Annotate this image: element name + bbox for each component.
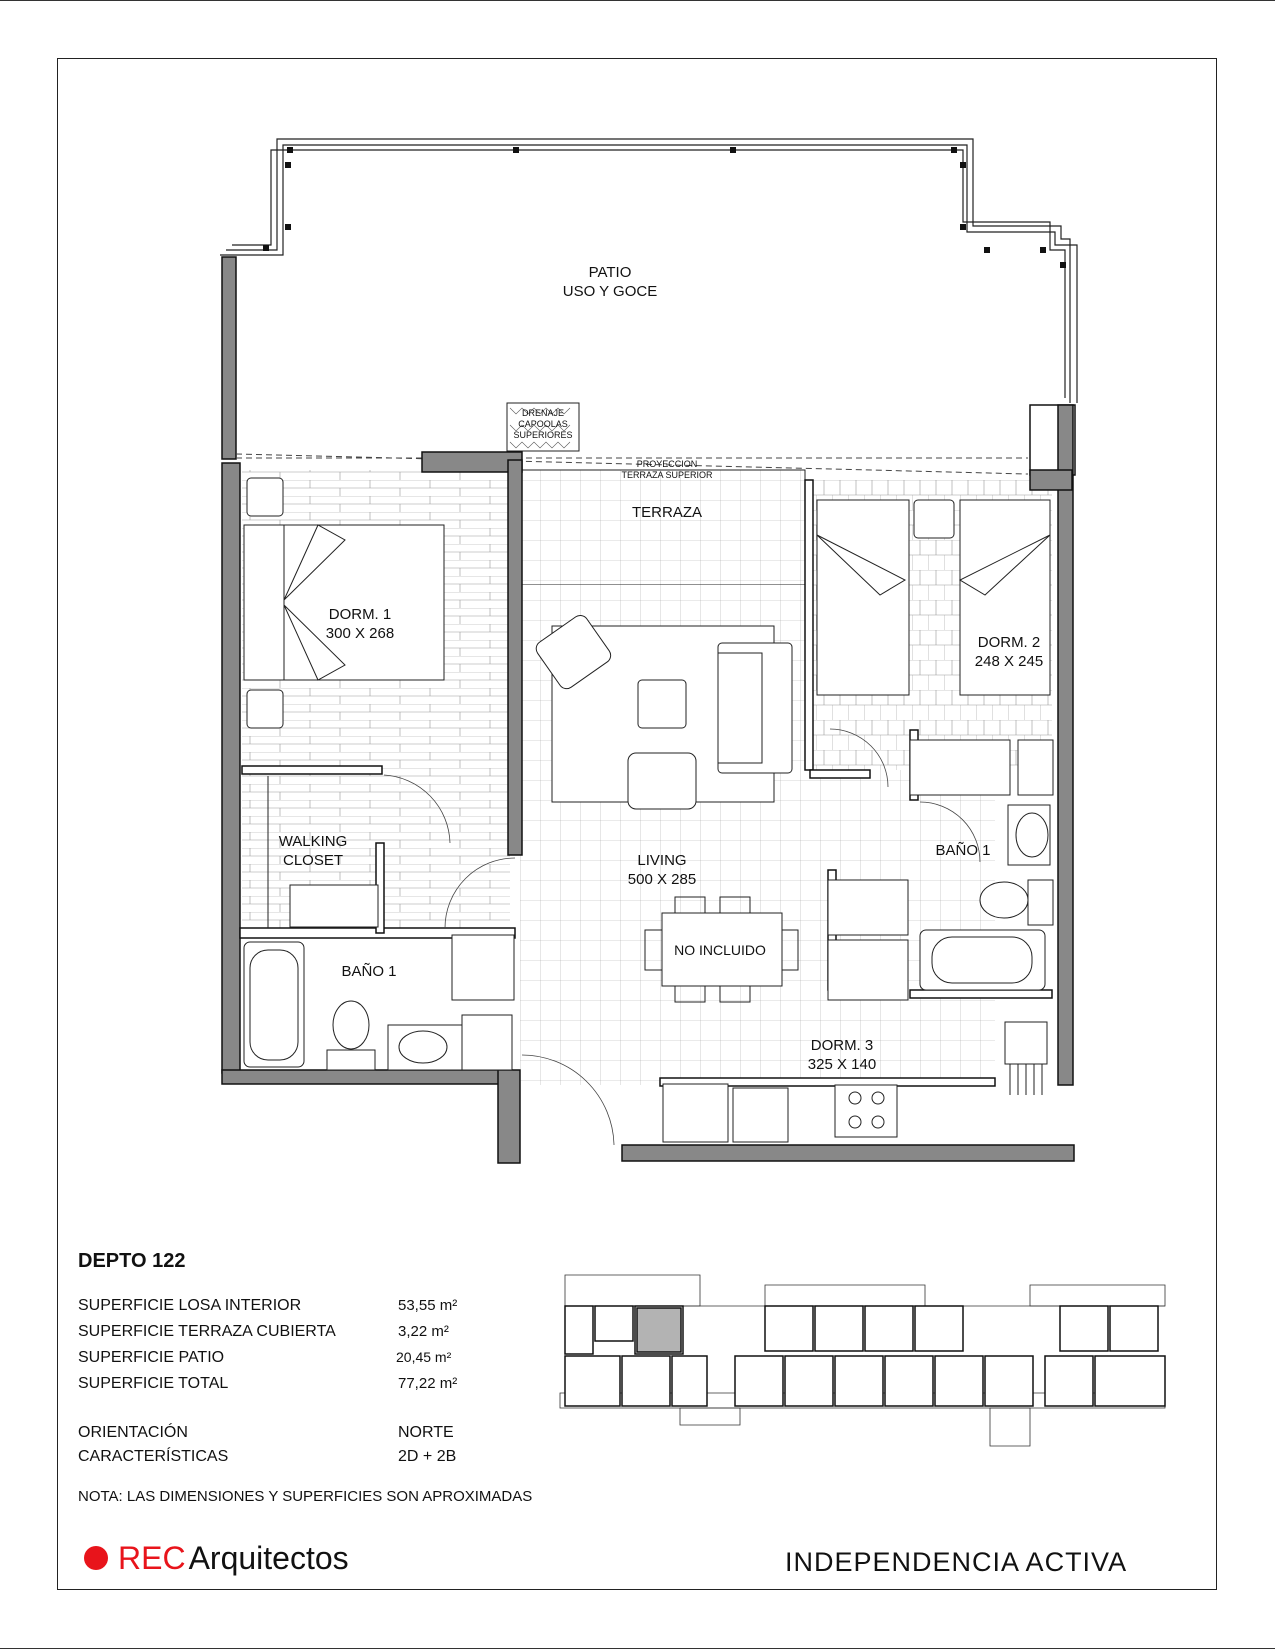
unit-title: DEPTO 122 xyxy=(78,1250,186,1272)
dimensions-note: NOTA: LAS DIMENSIONES Y SUPERFICIES SON APROXIMADAS xyxy=(78,1488,533,1505)
room-label-dorm1: DORM. 1 300 X 268 xyxy=(325,606,395,642)
dining-label: NO INCLUIDO xyxy=(674,942,766,958)
bathroom-left xyxy=(244,935,514,1070)
room-label-dorm2: DORM. 2 248 X 245 xyxy=(974,634,1044,670)
features-value: 2D + 2B xyxy=(398,1448,457,1465)
projection-note: PROYECCION TERRAZA SUPERIOR xyxy=(621,459,713,480)
rec-logo xyxy=(84,1538,349,1578)
highlighted-unit xyxy=(637,1308,681,1352)
patio-left-wall xyxy=(222,257,236,459)
room-label-walking-closet: WALKING CLOSET xyxy=(278,833,348,869)
room-label-dorm3: DORM. 3 325 X 140 xyxy=(807,1037,877,1073)
surface-label-patio: SUPERFICIE PATIO xyxy=(78,1349,225,1366)
closet-shelf xyxy=(290,885,378,927)
room-label-bano-left: BAÑO 1 xyxy=(341,963,397,980)
logo-red-dot xyxy=(84,1546,108,1570)
key-plan xyxy=(550,1268,1175,1453)
logo-rec-text: REC xyxy=(118,1539,186,1576)
right-exterior-wall xyxy=(1058,405,1073,1085)
surface-value-terraza: 3,22 m² xyxy=(398,1323,449,1340)
surface-value-interior: 53,55 m² xyxy=(398,1297,458,1314)
terraza-floor xyxy=(520,470,805,585)
surface-value-patio: 20,45 m² xyxy=(396,1349,452,1365)
project-name: INDEPENDENCIA ACTIVA xyxy=(785,1547,1128,1577)
room-label-patio: PATIO USO Y GOCE xyxy=(562,264,658,300)
features-label: CARACTERÍSTICAS xyxy=(78,1448,229,1465)
drainage-note: DRENAJE CAPOOLAS SUPERIORES xyxy=(513,408,573,440)
surface-value-total: 77,22 m² xyxy=(398,1375,458,1392)
railing-posts xyxy=(263,147,1066,268)
surface-label-terraza: SUPERFICIE TERRAZA CUBIERTA xyxy=(78,1323,336,1340)
room-label-bano-right: BAÑO 1 xyxy=(935,842,991,859)
orientation-value: NORTE xyxy=(398,1424,454,1441)
orientation-label: ORIENTACIÓN xyxy=(78,1424,188,1441)
logo-arquitectos-text: Arquitectos xyxy=(188,1539,349,1576)
room-label-living: LIVING 500 X 285 xyxy=(627,852,697,888)
room-label-terraza: TERRAZA xyxy=(631,504,702,521)
surface-label-total: SUPERFICIE TOTAL xyxy=(78,1375,229,1392)
surface-label-interior: SUPERFICIE LOSA INTERIOR xyxy=(78,1297,302,1314)
